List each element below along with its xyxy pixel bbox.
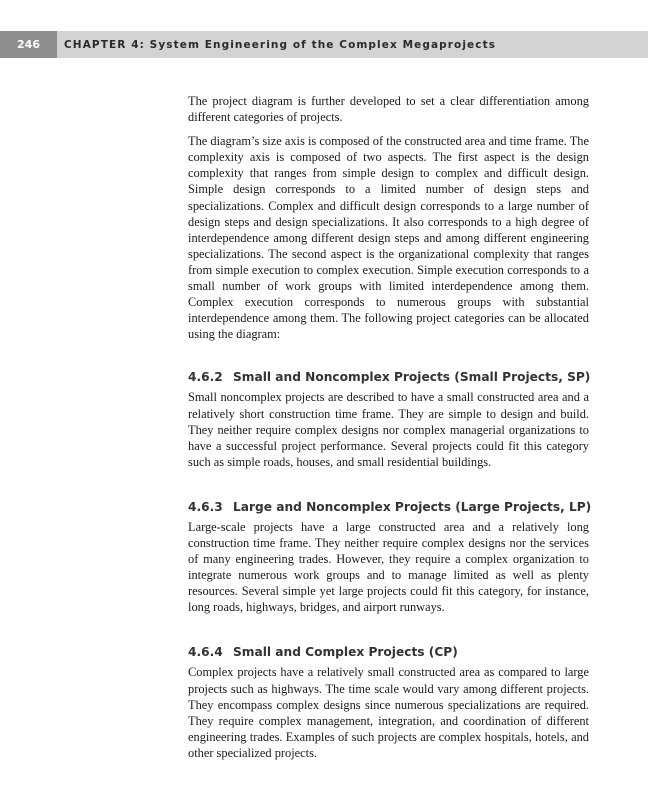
section-paragraph: Large-scale projects have a large constructed area and a relatively long construction time frame. They neither require complex designs nor the services of many engineering trades. However, they require a complex organization to integrate numerous work groups and to manage limited as well as plenty resources. Several simple yet large projects could fit this category, for instance, long roads, highways, bridges, and airport runways. [188,519,589,615]
section-number: 4.6.2 [188,370,223,385]
running-header [0,31,648,58]
intro-paragraph: The project diagram is further developed to set a clear differentiation among different categories of projects. [188,94,589,125]
section-number: 4.6.3 [188,499,223,514]
section-title: Small and Complex Projects (CP) [233,645,458,660]
section-title: Small and Noncomplex Projects (Small Projects, SP) [233,370,591,385]
chapter-title: CHAPTER 4: System Engineering of the Complex Megaprojects [64,39,497,51]
section-paragraph: Complex projects have a relatively small constructed area as compared to large projects such as highways. The time scale would vary among different projects. They encompass complex designs since numerous specializations are required. They require complex management, integration, and coordination of different engineering trades. Examples of such projects are complex hospitals, hotels, and other specialized projects. [188,665,589,760]
section-heading [188,499,592,515]
intro-paragraph: The diagram’s size axis is composed of the constructed area and time frame. The complexity axis is composed of two aspects. The first aspect is the design complexity that ranges from simple design to complex and difficult design. Simple design corresponds to a limited number of design steps and specializations. Complex and difficult design corresponds to a large number of design steps and design specializations. It also corresponds to a high degree of interdependence among different design steps and among different engineering specializations. The second aspect is the organizational complexity that ranges from simple execution to complex execution. Simple execution corresponds to a small number of work groups with limited interdependence among them. Complex execution corresponds to numerous groups with substantial interdependence among them. The following project categories can be allocated using the diagram: [188,134,589,342]
page-body [188,93,592,769]
page-number: 246 [0,31,57,58]
section-number: 4.6.4 [188,645,223,660]
section-paragraph: Small noncomplex projects are described to have a small constructed area and a relatively short construction time frame. They are simple to design and build. They neither require complex designs nor complex managerial organizations to have a successful project performance. Several projects could fit this category such as simple roads, houses, and small residential buildings. [188,390,589,469]
section-heading [188,369,589,385]
section-title: Large and Noncomplex Projects (Large Projects, LP) [233,499,592,514]
section-heading [188,644,589,660]
